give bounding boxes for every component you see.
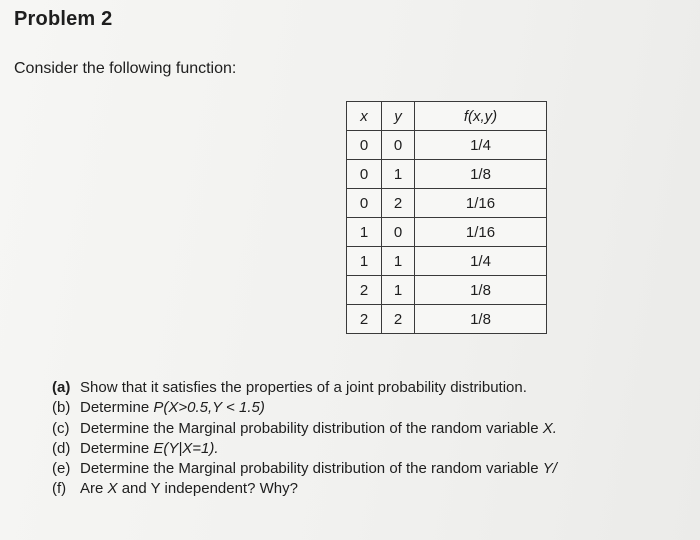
table-row — [347, 276, 547, 305]
probability-table — [346, 101, 547, 334]
table-header-row — [347, 102, 547, 131]
question-text: Determine — [80, 399, 154, 417]
cell-fxy: 1/4 — [415, 247, 547, 276]
question-letter: (c) — [52, 419, 70, 437]
question-text: Determine the Marginal probability distribution of the random variable — [80, 460, 543, 478]
question-text: Determine — [80, 439, 154, 457]
cell-y: 1 — [382, 247, 415, 276]
cell-fxy: 1/8 — [415, 160, 547, 189]
header-fxy: f(x,y) — [415, 102, 547, 131]
cell-x: 2 — [347, 305, 382, 334]
table-row — [347, 189, 547, 218]
table-row — [347, 160, 547, 189]
cell-x: 0 — [347, 160, 382, 189]
question-text: Determine the Marginal probability distribution of the random variable — [80, 419, 543, 437]
question-math: Y/ — [542, 460, 557, 478]
problem-title: Problem 2 — [14, 8, 113, 30]
cell-x: 0 — [347, 189, 382, 218]
cell-x: 2 — [347, 276, 382, 305]
header-x: x — [347, 102, 382, 131]
intro-text: Consider the following function: — [14, 60, 237, 77]
question-item — [52, 459, 557, 479]
question-math: X. — [542, 419, 557, 437]
cell-y: 2 — [382, 305, 415, 334]
question-letter: (e) — [52, 460, 71, 478]
question-math: X — [107, 480, 118, 498]
table-row — [347, 131, 547, 160]
question-letter: (a) — [52, 379, 71, 396]
question-text: Show that it satisfies the properties of a joint probability distribution. — [80, 379, 527, 396]
cell-y: 2 — [382, 189, 415, 218]
header-y: y — [382, 102, 415, 131]
question-suffix: and Y independent? Why? — [117, 480, 298, 498]
question-item — [52, 378, 557, 398]
table-row — [347, 305, 547, 334]
cell-y: 1 — [382, 276, 415, 305]
question-math: E(Y|X=1). — [153, 439, 219, 457]
cell-x: 0 — [347, 131, 382, 160]
cell-fxy: 1/16 — [415, 189, 547, 218]
question-letter: (d) — [52, 439, 71, 457]
question-letter: (f) — [52, 480, 67, 498]
question-item — [52, 479, 557, 499]
question-item — [52, 419, 557, 439]
cell-fxy: 1/4 — [415, 131, 547, 160]
question-list — [52, 378, 557, 500]
cell-fxy: 1/8 — [415, 305, 547, 334]
cell-fxy: 1/16 — [415, 218, 547, 247]
cell-x: 1 — [347, 247, 382, 276]
cell-y: 1 — [382, 160, 415, 189]
question-item — [52, 398, 557, 418]
question-text: Are — [80, 480, 108, 498]
question-letter: (b) — [52, 399, 71, 417]
cell-y: 0 — [382, 218, 415, 247]
question-math: P(X>0.5,Y < 1.5) — [153, 399, 265, 417]
question-item — [52, 439, 557, 459]
table-row — [347, 218, 547, 247]
cell-y: 0 — [382, 131, 415, 160]
cell-x: 1 — [347, 218, 382, 247]
cell-fxy: 1/8 — [415, 276, 547, 305]
table-row — [347, 247, 547, 276]
table-body — [347, 131, 547, 334]
